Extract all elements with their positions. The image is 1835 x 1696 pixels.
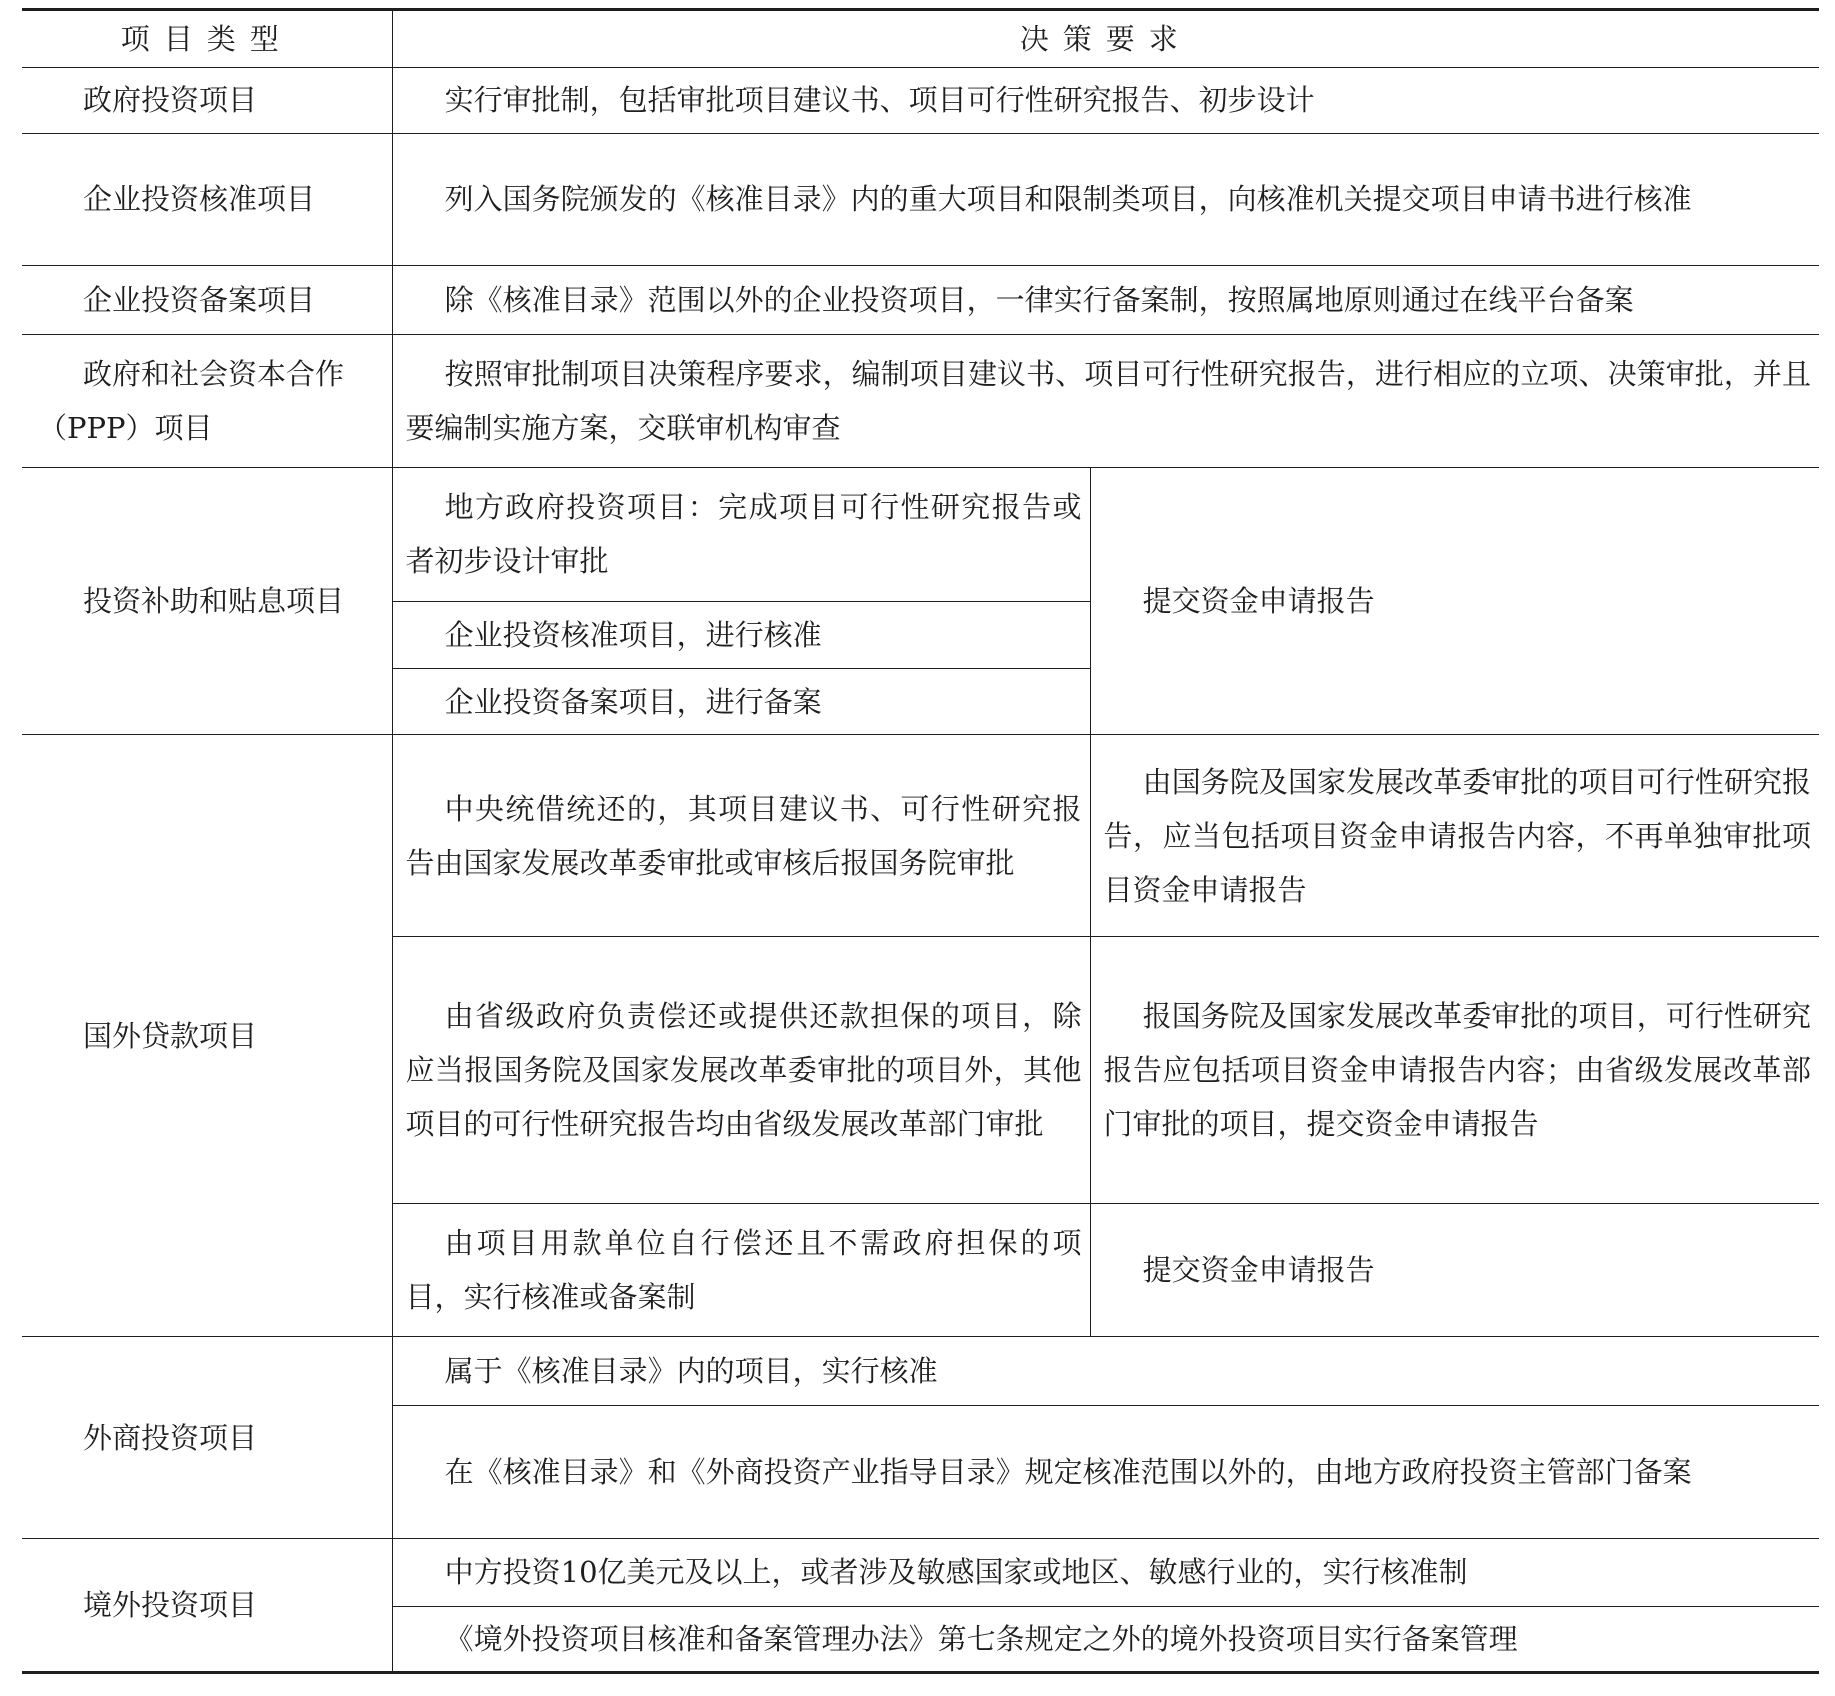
table-row bbox=[22, 133, 1819, 266]
side-requirement-cell: 提交资金申请报告 bbox=[1090, 468, 1819, 735]
sub-requirement-cell: 由项目用款单位自行偿还且不需政府担保的项目，实行核准或备案制 bbox=[392, 1203, 1090, 1337]
table-row bbox=[22, 68, 1819, 133]
sub-requirement-cell: 属于《核准目录》内的项目，实行核准 bbox=[392, 1337, 1819, 1405]
side-requirement-cell: 提交资金申请报告 bbox=[1090, 1203, 1819, 1337]
sub-requirement-cell: 企业投资备案项目，进行备案 bbox=[392, 669, 1090, 735]
project-type-cell: 企业投资备案项目 bbox=[22, 266, 392, 334]
project-type-cell: 外商投资项目 bbox=[22, 1337, 392, 1539]
side-requirement-cell: 由国务院及国家发展改革委审批的项目可行性研究报告，应当包括项目资金申请报告内容，不再单独审批项目资金申请报告 bbox=[1090, 735, 1819, 937]
sub-requirement-cell: 《境外投资项目核准和备案管理办法》第七条规定之外的境外投资项目实行备案管理 bbox=[392, 1606, 1819, 1672]
sub-requirement-cell: 企业投资核准项目，进行核准 bbox=[392, 601, 1090, 668]
header-decision-requirement: 决策要求 bbox=[392, 10, 1819, 68]
decision-requirements-table bbox=[22, 8, 1819, 1674]
project-type-cell: 境外投资项目 bbox=[22, 1539, 392, 1673]
requirement-cell: 列入国务院颁发的《核准目录》内的重大项目和限制类项目，向核准机关提交项目申请书进行核准 bbox=[392, 133, 1819, 266]
sub-requirement-cell: 中央统借统还的，其项目建议书、可行性研究报告由国家发展改革委审批或审核后报国务院审批 bbox=[392, 735, 1090, 937]
table-row bbox=[22, 266, 1819, 334]
table-row bbox=[22, 334, 1819, 468]
table-row bbox=[22, 735, 1819, 937]
requirement-cell: 实行审批制，包括审批项目建议书、项目可行性研究报告、初步设计 bbox=[392, 68, 1819, 133]
project-type-cell: 政府和社会资本合作（PPP）项目 bbox=[22, 334, 392, 468]
header-row bbox=[22, 10, 1819, 68]
sub-requirement-cell: 地方政府投资项目：完成项目可行性研究报告或者初步设计审批 bbox=[392, 468, 1090, 602]
table-row bbox=[22, 468, 1819, 602]
header-project-type: 项目类型 bbox=[22, 10, 392, 68]
sub-requirement-cell: 在《核准目录》和《外商投资产业指导目录》规定核准范围以外的，由地方政府投资主管部门备案 bbox=[392, 1405, 1819, 1539]
table-row bbox=[22, 1337, 1819, 1405]
project-type-cell: 国外贷款项目 bbox=[22, 735, 392, 1337]
table-row bbox=[22, 1539, 1819, 1606]
project-type-cell: 投资补助和贴息项目 bbox=[22, 468, 392, 735]
sub-requirement-cell: 由省级政府负责偿还或提供还款担保的项目，除应当报国务院及国家发展改革委审批的项目外，其他项目的可行性研究报告均由省级发展改革部门审批 bbox=[392, 937, 1090, 1203]
project-type-cell: 企业投资核准项目 bbox=[22, 133, 392, 266]
requirement-cell: 除《核准目录》范围以外的企业投资项目，一律实行备案制，按照属地原则通过在线平台备案 bbox=[392, 266, 1819, 334]
sub-requirement-cell: 中方投资10亿美元及以上，或者涉及敏感国家或地区、敏感行业的，实行核准制 bbox=[392, 1539, 1819, 1606]
side-requirement-cell: 报国务院及国家发展改革委审批的项目，可行性研究报告应包括项目资金申请报告内容；由省级发展改革部门审批的项目，提交资金申请报告 bbox=[1090, 937, 1819, 1203]
project-type-cell: 政府投资项目 bbox=[22, 68, 392, 133]
requirement-cell: 按照审批制项目决策程序要求，编制项目建议书、项目可行性研究报告，进行相应的立项、决策审批，并且要编制实施方案，交联审机构审查 bbox=[392, 334, 1819, 468]
